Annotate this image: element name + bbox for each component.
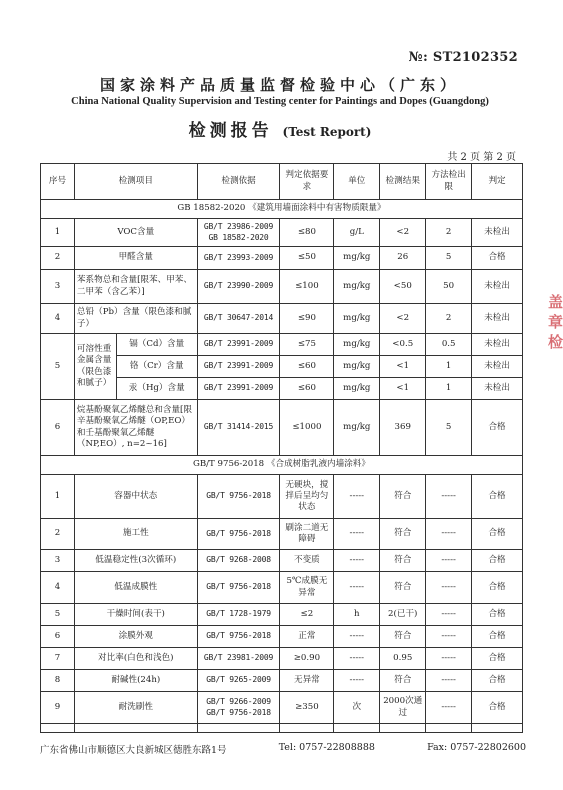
cell-unit: mg/kg [334,270,380,304]
cell-unit: ----- [334,626,380,648]
cell-judgement: 合格 [472,247,523,270]
cell-judgement: 未检出 [472,304,523,334]
cell-seq: 1 [41,475,75,519]
table-row [41,475,523,519]
cell-unit: ----- [334,475,380,519]
header-result: 检测结果 [380,164,426,200]
cell-result: 2(已干) [380,604,426,626]
cell-result: 符合 [380,572,426,604]
cell-judgement: 合格 [472,572,523,604]
table-row [41,304,523,334]
table-row [41,692,523,724]
cell-basis: GB/T 9268-2008 [197,550,280,572]
cell-unit: ----- [334,550,380,572]
cell-item: 耐碱性(24h) [74,670,197,692]
cell-result: 符合 [380,475,426,519]
cell-judgement: 合格 [472,648,523,670]
cell-item-group: 可溶性重金属含量（限色漆和腻子） [74,334,116,400]
empty-cell [41,724,75,733]
cell-seq: 7 [41,648,75,670]
cell-limit: 1 [426,378,472,400]
section-row [41,456,523,475]
cell-item: 干燥时间(表干) [74,604,197,626]
cell-result: 26 [380,247,426,270]
cell-seq: 4 [41,572,75,604]
table-row [41,648,523,670]
cell-item: 低温稳定性(3次循环) [74,550,197,572]
cell-judgement: 合格 [472,670,523,692]
empty-cell [197,724,280,733]
seal-stamp-edge: 盖章检 [548,293,563,351]
cell-seq: 6 [41,400,75,456]
cell-item: 对比率(白色和浅色) [74,648,197,670]
cell-basis: GB/T 23981-2009 [197,648,280,670]
cell-item: 耐洗刷性 [74,692,197,724]
table-row [41,572,523,604]
org-title-en: China National Quality Supervision and Testing center for Paintings and Dopes (Guangdong) [71,96,489,107]
cell-unit: h [334,604,380,626]
cell-limit: 50 [426,270,472,304]
header-item: 检测项目 [74,164,197,200]
cell-result: 0.95 [380,648,426,670]
basis-line: GB/T 9266-2009 [206,697,271,707]
cell-seq: 2 [41,247,75,270]
cell-unit: mg/kg [334,334,380,356]
cell-result: 符合 [380,519,426,550]
cell-unit: mg/kg [334,247,380,270]
cell-requirement: 5℃成膜无异常 [280,572,334,604]
header-limit: 方法检出限 [426,164,472,200]
cell-limit: ----- [426,648,472,670]
cell-basis: GB/T 9756-2018 [197,519,280,550]
cell-requirement: ≤2 [280,604,334,626]
cell-item: 甲醛含量 [74,247,197,270]
cell-unit: ----- [334,572,380,604]
cell-basis: GB/T 1728-1979 [197,604,280,626]
cell-item: 涂膜外观 [74,626,197,648]
cell-result: <0.5 [380,334,426,356]
table-row [41,670,523,692]
header-seq: 序号 [41,164,75,200]
cell-requirement: ≤80 [280,219,334,247]
basis-line: GB/T 23986-2009 [203,222,274,232]
cell-judgement: 未检出 [472,378,523,400]
table-row [41,550,523,572]
cell-result: <1 [380,378,426,400]
cell-unit: mg/kg [334,356,380,378]
table-row [41,247,523,270]
cell-seq: 3 [41,550,75,572]
cell-result: 符合 [380,550,426,572]
cell-requirement: 不变质 [280,550,334,572]
cell-limit: 2 [426,304,472,334]
table-row [41,334,523,356]
cell-requirement: ≤60 [280,356,334,378]
cell-unit: ----- [334,670,380,692]
cell-basis [197,219,280,247]
empty-cell [280,724,334,733]
table-row [41,519,523,550]
cell-limit: 2 [426,219,472,247]
empty-cell [334,724,380,733]
cell-subitem: 汞（Hg）含量 [116,378,197,400]
cell-basis: GB/T 9756-2018 [197,626,280,648]
cell-item: VOC含量 [74,219,197,247]
table-header-row [41,164,523,200]
footer-address: 广东省佛山市顺德区大良新城区德胜东路1号 [40,745,227,756]
cell-judgement: 未检出 [472,334,523,356]
cell-unit: mg/kg [334,304,380,334]
cell-seq: 5 [41,604,75,626]
cell-limit: ----- [426,572,472,604]
cell-limit: ----- [426,519,472,550]
cell-basis: GB/T 31414-2015 [197,400,280,456]
table-row [41,270,523,304]
cell-requirement: ≥0.90 [280,648,334,670]
cell-judgement: 合格 [472,550,523,572]
cell-requirement: ≤60 [280,378,334,400]
cell-requirement: 正常 [280,626,334,648]
cell-requirement: ≤1000 [280,400,334,456]
cell-basis: GB/T 23991-2009 [197,356,280,378]
cell-requirement: ≤75 [280,334,334,356]
cell-requirement: 无硬块，搅拌后呈均匀状态 [280,475,334,519]
empty-cell [426,724,472,733]
cell-seq: 4 [41,304,75,334]
cell-unit: mg/kg [334,378,380,400]
empty-cell [74,724,197,733]
table-row [41,219,523,247]
cell-unit: ----- [334,519,380,550]
cell-requirement: ≤90 [280,304,334,334]
cell-result: <50 [380,270,426,304]
table-row [41,626,523,648]
cell-limit: ----- [426,475,472,519]
cell-seq: 9 [41,692,75,724]
cell-requirement: 刷涂二道无障碍 [280,519,334,550]
org-title-cn: 国家涂料产品质量监督检验中心（广东） [99,76,460,94]
cell-requirement: ≤100 [280,270,334,304]
cell-limit: 0.5 [426,334,472,356]
cell-result: 符合 [380,670,426,692]
cell-item: 烷基酚聚氧乙烯醚总和含量[限辛基酚聚氧乙烯醚（OP,EO）和壬基酚聚氧乙烯醚（NP,EO）, n=2~16] [74,400,197,456]
section-title-1: GB 18582-2020 《建筑用墙面涂料中有害物质限量》 [41,200,523,219]
cell-requirement: ≥350 [280,692,334,724]
cell-limit: ----- [426,626,472,648]
report-title [0,116,560,141]
footer-tel: Tel: 0757-22808888 [278,742,375,753]
cell-result: <2 [380,304,426,334]
cell-result: <1 [380,356,426,378]
cell-seq: 5 [41,334,75,400]
header-judgement: 判定 [472,164,523,200]
header-basis: 检测依据 [197,164,280,200]
section-row [41,200,523,219]
cell-basis: GB/T 23990-2009 [197,270,280,304]
cell-judgement: 合格 [472,400,523,456]
cell-limit: ----- [426,550,472,572]
cell-basis: GB/T 23993-2009 [197,247,280,270]
table-row [41,400,523,456]
cell-basis: GB/T 30647-2014 [197,304,280,334]
cell-unit: ----- [334,648,380,670]
cell-result: 2000次通过 [380,692,426,724]
cell-basis [197,692,280,724]
cell-basis: GB/T 23991-2009 [197,378,280,400]
cell-limit: 1 [426,356,472,378]
cell-judgement: 合格 [472,519,523,550]
cell-item: 容器中状态 [74,475,197,519]
cell-subitem: 镉（Cd）含量 [116,334,197,356]
empty-cell [380,724,426,733]
footer-fax: Fax: 0757-22802600 [427,742,526,753]
header-unit: 单位 [334,164,380,200]
cell-unit: g/L [334,219,380,247]
cell-item: 低温成膜性 [74,572,197,604]
page-footer [40,742,526,756]
cell-basis: GB/T 9756-2018 [197,572,280,604]
basis-line: GB/T 9756-2018 [206,707,271,717]
cell-seq: 1 [41,219,75,247]
report-title-en: (Test Report) [282,125,372,139]
table-row [41,604,523,626]
cell-item: 施工性 [74,519,197,550]
cell-limit: 5 [426,247,472,270]
page-info: 共 2 页 第 2 页 [447,152,516,163]
cell-result: 369 [380,400,426,456]
cell-judgement: 未检出 [472,356,523,378]
basis-line: GB 18582-2020 [208,232,269,242]
section-title-2: GB/T 9756-2018 《合成树脂乳液内墙涂料》 [41,456,523,475]
cell-basis: GB/T 9265-2009 [197,670,280,692]
cell-limit: ----- [426,604,472,626]
cell-limit: ----- [426,670,472,692]
cell-result: <2 [380,219,426,247]
table-row-empty [41,724,523,733]
cell-requirement: 无异常 [280,670,334,692]
empty-cell [472,724,523,733]
header-requirement: 判定依据要求 [280,164,334,200]
cell-item: 总铅（Pb）含量（限色漆和腻子） [74,304,197,334]
cell-unit: 次 [334,692,380,724]
cell-seq: 3 [41,270,75,304]
test-results-table [40,163,523,733]
cell-judgement: 合格 [472,692,523,724]
cell-judgement: 合格 [472,626,523,648]
cell-seq: 2 [41,519,75,550]
cell-judgement: 合格 [472,604,523,626]
cell-subitem: 铬（Cr）含量 [116,356,197,378]
report-title-cn: 检测报告 [188,121,273,141]
cell-seq: 6 [41,626,75,648]
cell-item: 苯系物总和含量[限苯、甲苯、二甲苯（含乙苯）] [74,270,197,304]
cell-basis: GB/T 9756-2018 [197,475,280,519]
cell-seq: 8 [41,670,75,692]
cell-judgement: 合格 [472,475,523,519]
cell-basis: GB/T 23991-2009 [197,334,280,356]
cell-unit: mg/kg [334,400,380,456]
report-number: №: ST2102352 [408,50,518,65]
cell-judgement: 未检出 [472,270,523,304]
cell-result: 符合 [380,626,426,648]
cell-limit: ----- [426,692,472,724]
cell-judgement: 未检出 [472,219,523,247]
cell-limit: 5 [426,400,472,456]
cell-requirement: ≤50 [280,247,334,270]
